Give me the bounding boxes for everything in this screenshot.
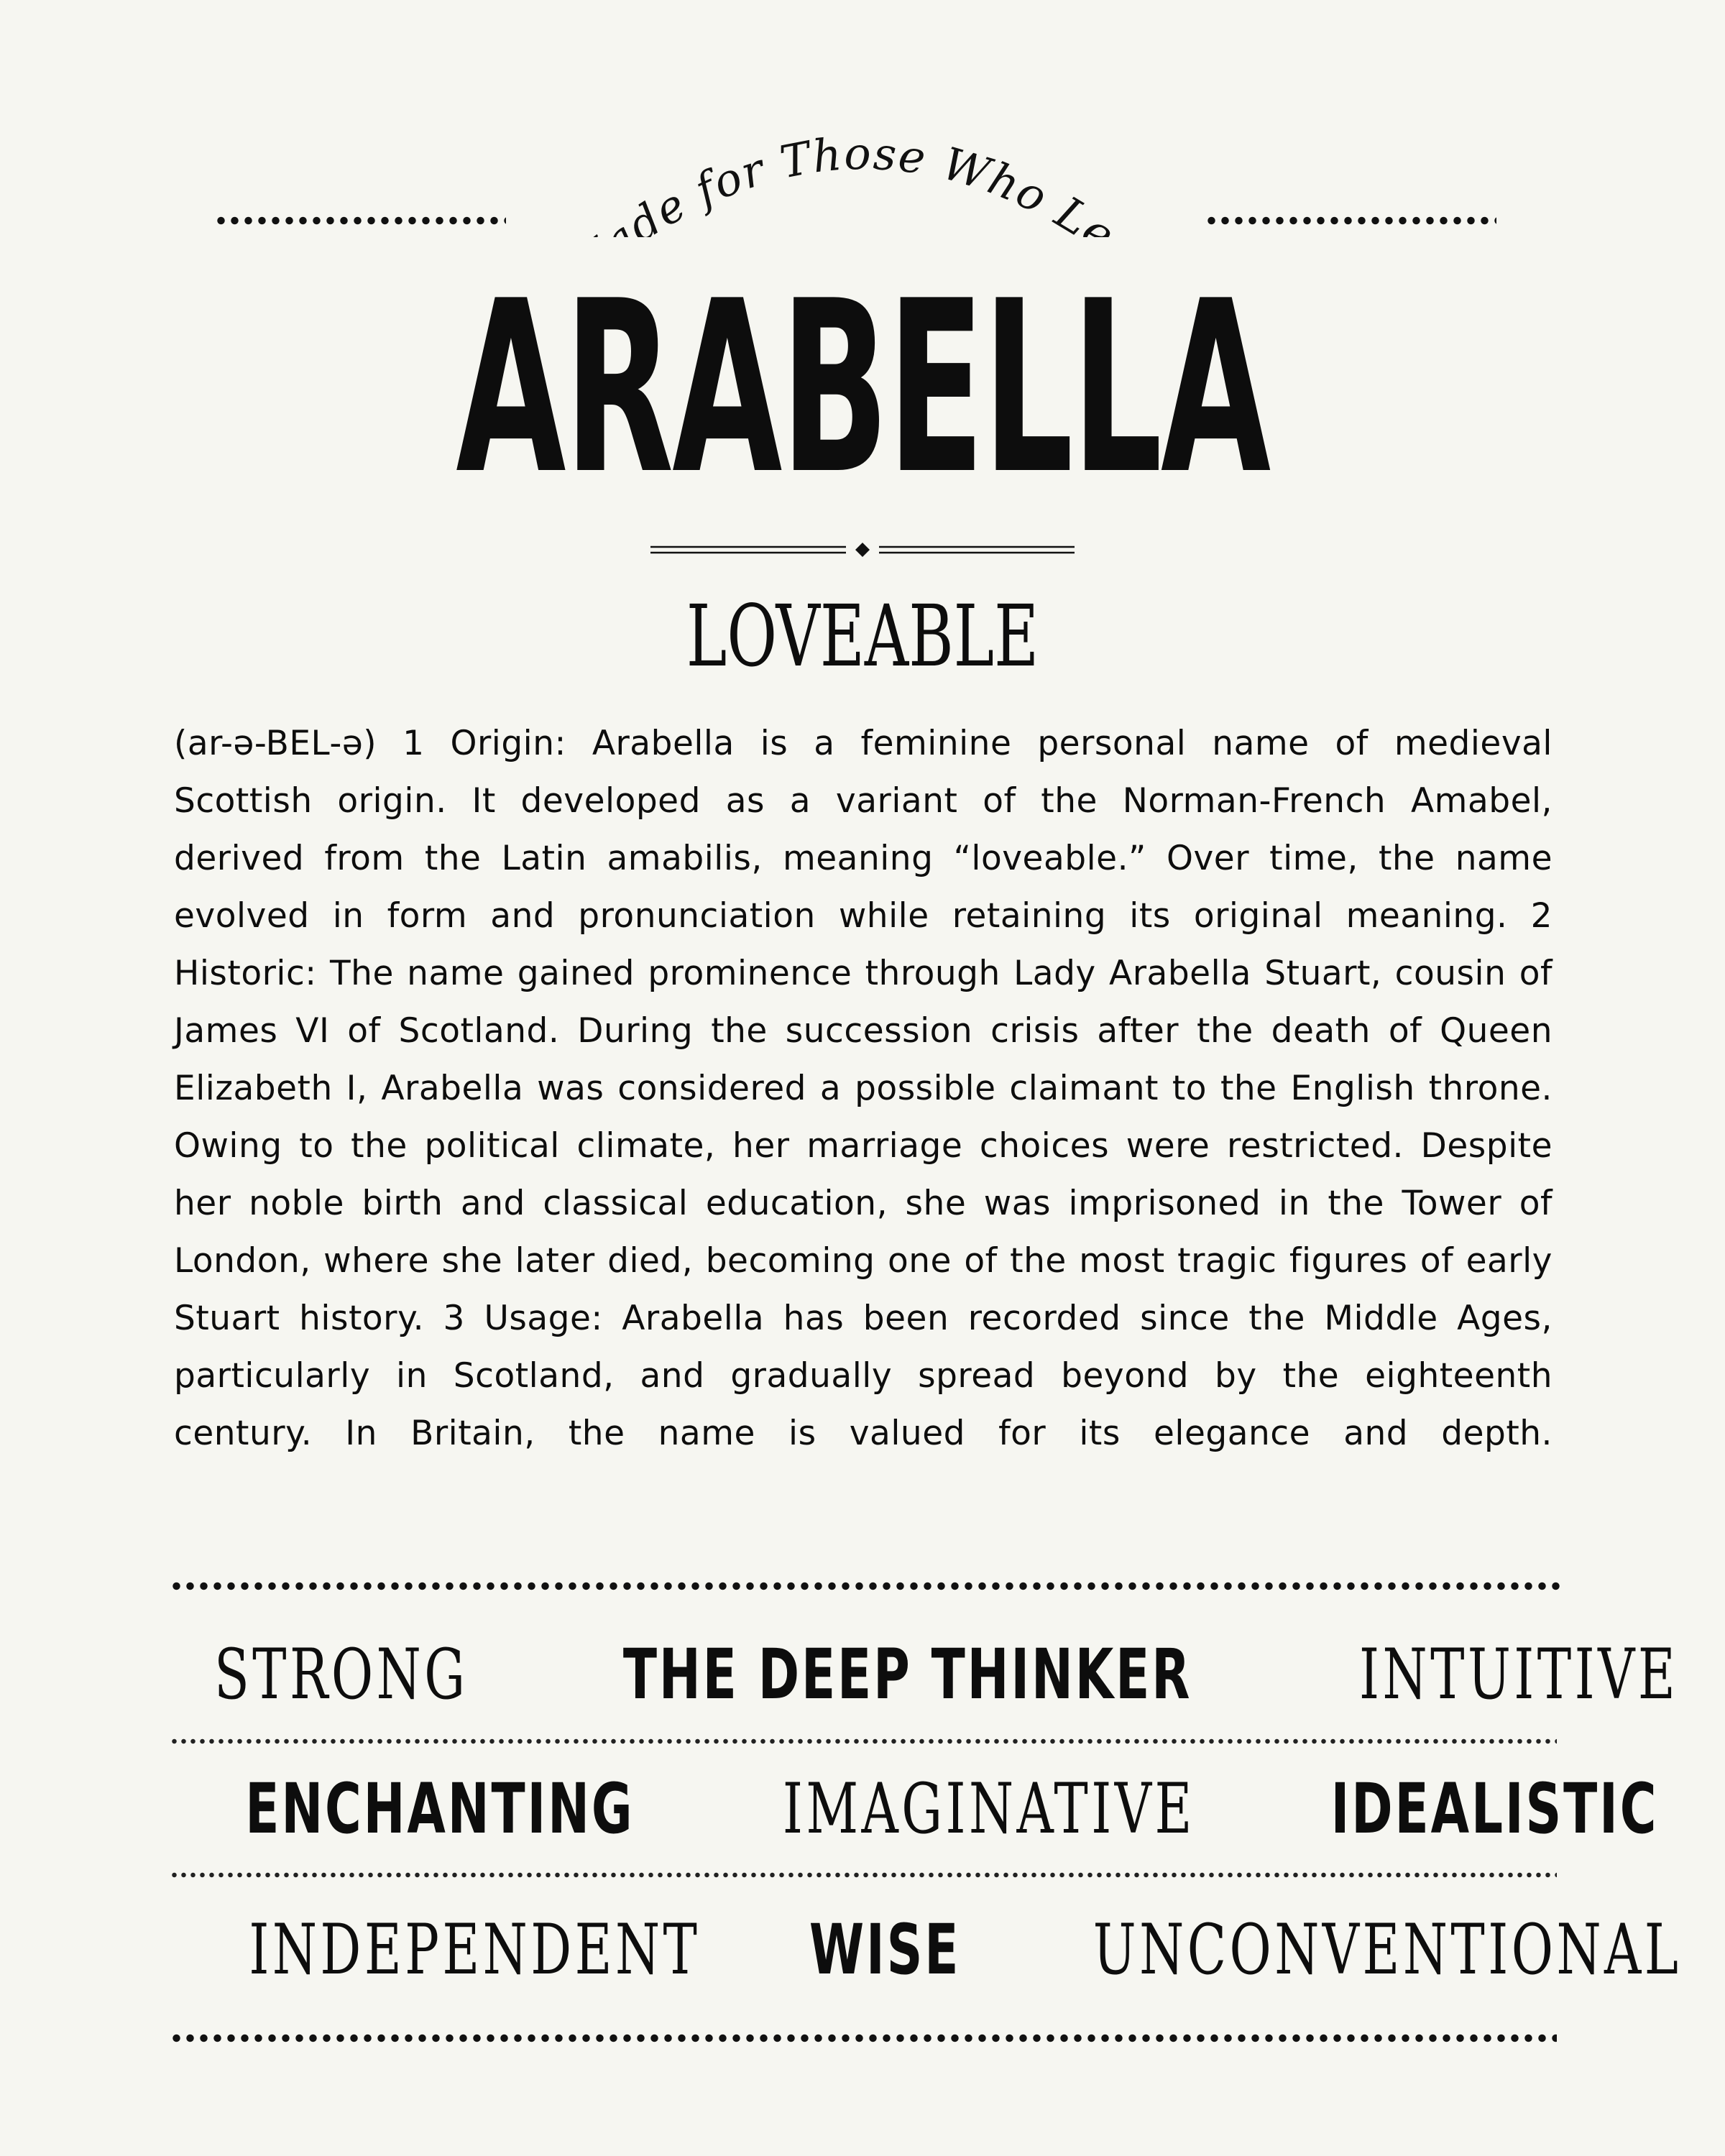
trait-enchanting: ENCHANTING xyxy=(245,1769,635,1849)
traits-top-dotted-rule xyxy=(170,1581,1564,1591)
trait-imaginative: IMAGINATIVE xyxy=(782,1769,1195,1849)
diamond-divider-icon xyxy=(650,540,1075,559)
tagline-arc xyxy=(0,108,1725,237)
trait-independent: INDEPENDENT xyxy=(249,1909,701,1990)
ornamental-divider xyxy=(650,540,1075,559)
trait-wise: WISE xyxy=(809,1909,961,1990)
trait-intuitive: INTUITIVE xyxy=(1358,1634,1678,1715)
trait-strong: STRONG xyxy=(214,1634,469,1715)
traits-dotted-separator-2 xyxy=(170,1872,1557,1878)
trait-the-deep-thinker: THE DEEP THINKER xyxy=(623,1634,1192,1715)
svg-text:Made for Those Who Lead xyxy=(554,127,1174,237)
trait-idealistic: IDEALISTIC xyxy=(1330,1769,1659,1849)
tagline xyxy=(0,108,1725,237)
traits-row-2 xyxy=(170,1762,1659,1856)
traits-row-3 xyxy=(170,1903,1682,1996)
name-title: ARABELLA xyxy=(456,250,1269,526)
name-meaning: LOVEABLE xyxy=(686,586,1039,686)
traits-bottom-dotted-rule xyxy=(170,2033,1557,2043)
tagline-text: de for Those Who Le xyxy=(618,126,1126,237)
name-description: (ar-ə-BEL-ə) 1 Origin: Arabella is a feminine personal name of medieval Scottish origin. It developed as a variant of the Norman-French Amabel, derived from the Latin amabilis, meaning “loveable.” Over time, the name evolved in form and pronunciation while retaining its original meaning. 2 Historic: The name gained prominence through Lady Arabella Stuart, cousin of James VI of Scotland. During the succession crisis after the death of Queen Elizabeth I, Arabella was considered a possible claimant to the English throne. Owing to the political climate, her marriage choices were restricted. Despite her noble birth and classical education, she was imprisoned in the Tower of London, where she later died, becoming one of the most tragic figures of early Stuart history. 3 Usage: Arabella has been recorded since the Middle Ages, particularly in Scotland, and gradually spread beyond by the eighteenth century. In Britain, the name is valued for its elegance and depth. xyxy=(174,724,1552,1453)
traits-dotted-separator-1 xyxy=(170,1738,1557,1744)
trait-unconventional: UNCONVENTIONAL xyxy=(1092,1909,1682,1990)
traits-row-1 xyxy=(170,1628,1678,1721)
